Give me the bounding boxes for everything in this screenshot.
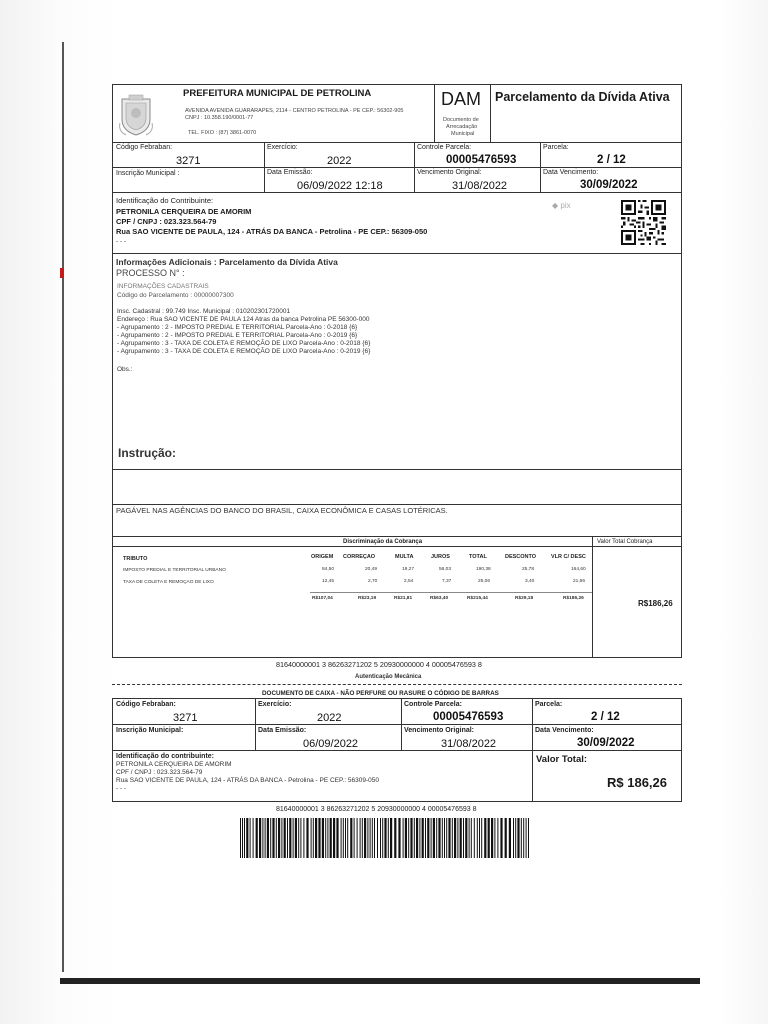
header-divider bbox=[434, 84, 435, 142]
table-cell: 56,03 bbox=[439, 567, 452, 572]
barcode-bar bbox=[289, 818, 291, 858]
info-cadastrais: INFORMAÇÕES CADASTRAIS bbox=[117, 283, 209, 290]
barcode-bar bbox=[526, 818, 527, 858]
parcela-label: Parcela: bbox=[543, 144, 569, 151]
barcode-bar bbox=[303, 818, 304, 858]
barcode-bar bbox=[270, 818, 271, 858]
barcode-bar bbox=[410, 818, 412, 858]
table-cell: 19,27 bbox=[402, 567, 415, 572]
table-cell: 20,49 bbox=[365, 567, 378, 572]
barcode-bar bbox=[463, 818, 464, 858]
grid-line bbox=[112, 192, 682, 193]
barcode-bar bbox=[515, 818, 516, 858]
org-name: PREFEITURA MUNICIPAL DE PETROLINA bbox=[183, 88, 372, 99]
table-cell: 21,66 bbox=[573, 579, 586, 584]
barcode-bar bbox=[431, 818, 432, 858]
table-total: R$29,18 bbox=[515, 596, 534, 601]
exercicio-value: 2022 bbox=[327, 155, 352, 167]
grid-line bbox=[112, 750, 682, 751]
table-cell: 2,70 bbox=[368, 579, 378, 584]
grid-line bbox=[112, 469, 682, 470]
barcode-bar bbox=[306, 818, 308, 858]
barcode-bar bbox=[354, 818, 355, 858]
barcode bbox=[240, 818, 534, 858]
barcode-bar bbox=[465, 818, 467, 858]
barcode-bar bbox=[374, 818, 375, 858]
barcode-bar bbox=[444, 818, 445, 858]
grid-line bbox=[112, 142, 682, 143]
barcode-bar bbox=[497, 818, 498, 858]
info-agrupamento: - Agrupamento : 2 - IMPOSTO PREDIAL E TERRITORIAL Parcela-Ano : 0-2018 {6} bbox=[117, 324, 358, 331]
col-header-multa: MULTA bbox=[395, 554, 414, 560]
table-total: R$21,81 bbox=[394, 596, 413, 601]
info-endereco: Endereço : Rua SAO VICENTE DE PAULA 124 Atras da banca Petrolina PE 56300-000 bbox=[117, 316, 370, 323]
barcode-bar bbox=[394, 818, 396, 858]
grid-line bbox=[592, 536, 593, 658]
barcode-bar bbox=[350, 818, 352, 858]
barcode-bar bbox=[364, 818, 366, 858]
pagavel-text: PAGÁVEL NAS AGÊNCIAS DO BANCO DO BRASIL, CAIXA ECONÔMICA E CASAS LOTÉRICAS. bbox=[116, 506, 448, 515]
table-cell: 190,38 bbox=[476, 567, 491, 572]
barcode-bar bbox=[370, 818, 371, 858]
barcode-bar bbox=[528, 818, 529, 858]
info-title: Informações Adicionais : Parcelamento da Dívida Ativa bbox=[116, 257, 338, 267]
barcode-bar bbox=[300, 818, 301, 858]
barcode-bar bbox=[318, 818, 320, 858]
barcode-bar bbox=[448, 818, 450, 858]
col-header-juros: JUROS bbox=[431, 554, 450, 560]
barcode-bar bbox=[276, 818, 277, 858]
dam-description: Municipal bbox=[451, 131, 475, 137]
caixa-data-emissao-label: Data Emissão: bbox=[258, 727, 307, 734]
barcode-bar bbox=[265, 818, 266, 858]
barcode-bar bbox=[262, 818, 263, 858]
caixa-exercicio-label: Exercício: bbox=[258, 701, 292, 708]
totals-divider bbox=[310, 592, 592, 593]
barcode-bar bbox=[345, 818, 346, 858]
grid-line bbox=[112, 167, 682, 168]
parcela-value: 2 / 12 bbox=[597, 154, 626, 166]
barcode-bar bbox=[469, 818, 470, 858]
dam-description: Arrecadação bbox=[446, 124, 478, 130]
contribuinte-cpf: CPF / CNPJ : 023.323.564-79 bbox=[116, 217, 217, 226]
barcode-bar bbox=[295, 818, 297, 858]
barcode-bar bbox=[438, 818, 440, 858]
cobranca-title: Discriminação da Cobrança bbox=[343, 539, 423, 545]
autenticacao-label: Autenticação Mecânica bbox=[355, 674, 422, 680]
table-total: R$107,04 bbox=[312, 596, 333, 601]
caixa-valor-total-value: R$ 186,26 bbox=[607, 775, 667, 790]
info-agrupamento: - Agrupamento : 2 - IMPOSTO PREDIAL E TERRITORIAL Parcela-Ano : 0-2019 {6} bbox=[117, 332, 358, 339]
barcode-bar bbox=[479, 818, 480, 858]
info-insc-cadastral: Insc. Cadastral : 99.749 Insc. Municipal : 010202301720001 bbox=[117, 308, 291, 315]
barcode-bar bbox=[471, 818, 472, 858]
qr-code-icon bbox=[621, 200, 666, 245]
barcode-bar bbox=[452, 818, 453, 858]
table-cell: 84,50 bbox=[322, 567, 335, 572]
grid-line bbox=[112, 724, 682, 725]
barcode-bar bbox=[343, 818, 344, 858]
barcode-bar bbox=[474, 818, 475, 858]
barcode-bar bbox=[362, 818, 363, 858]
table-cell: 25,78 bbox=[522, 567, 535, 572]
barcode-bar bbox=[477, 818, 478, 858]
barcode-bar bbox=[403, 818, 404, 858]
barcode-bar bbox=[414, 818, 415, 858]
barcode-bar bbox=[322, 818, 324, 858]
barcode-bar bbox=[357, 818, 358, 858]
caixa-data-vencimento-value: 30/09/2022 bbox=[577, 737, 635, 749]
grid-line bbox=[112, 253, 682, 254]
caixa-valor-total-label: Valor Total: bbox=[536, 754, 588, 765]
barcode-bar bbox=[347, 818, 348, 858]
city-crest-icon bbox=[118, 93, 154, 137]
org-phone: TEL. FIXO : (87) 3861-0070 bbox=[188, 130, 257, 136]
table-cell: 25,06 bbox=[478, 579, 491, 584]
instrucao-title: Instrução: bbox=[118, 446, 177, 460]
contribuinte-title: Identificação do Contribuinte: bbox=[116, 196, 214, 205]
barcode-bar bbox=[500, 818, 502, 858]
barcode-bar bbox=[513, 818, 514, 858]
info-obs: Obs.: bbox=[117, 366, 133, 373]
barcode-bar bbox=[454, 818, 456, 858]
barcode-bar bbox=[278, 818, 280, 858]
data-emissao-label: Data Emissão: bbox=[267, 169, 313, 176]
info-agrupamento: - Agrupamento : 3 - TAXA DE COLETA E REMOÇÃO DE LIXO Parcela-Ano : 0-2019 {6} bbox=[117, 348, 371, 355]
barcode-bar bbox=[460, 818, 462, 858]
header-divider bbox=[490, 84, 491, 142]
col-header-origem: ORIGEM bbox=[311, 554, 334, 560]
table-cell: IMPOSTO PREDIAL E TERRITORIAL URBANO bbox=[123, 568, 226, 573]
controle-parcela-value: 00005476593 bbox=[446, 154, 517, 166]
barcode-bar bbox=[244, 818, 245, 858]
valor-total-cobranca-label: Valor Total Cobrança bbox=[597, 539, 653, 545]
data-vencimento-value: 30/09/2022 bbox=[580, 179, 638, 191]
barcode-bar bbox=[505, 818, 507, 858]
barcode-bar bbox=[433, 818, 435, 858]
barcode-bar bbox=[327, 818, 328, 858]
barcode-bar bbox=[240, 818, 241, 858]
table-total: R$23,19 bbox=[358, 596, 377, 601]
caixa-data-emissao-value: 06/09/2022 bbox=[303, 738, 359, 750]
col-header-desconto: DESCONTO bbox=[505, 554, 537, 560]
org-address: AVENIDA AVENIDA GUARARAPES, 2114 - CENTRO PETROLINA - PE CEP.: 56302-905 bbox=[185, 108, 404, 114]
barcode-bar bbox=[267, 818, 269, 858]
contribuinte-address: Rua SAO VICENTE DE PAULA, 124 - ATRÁS DA BANCA - Petrolina - PE CEP.: 56309-050 bbox=[116, 227, 428, 236]
barcode-bar bbox=[246, 818, 248, 858]
barcode-bar bbox=[377, 818, 378, 858]
barcode-bar bbox=[330, 818, 332, 858]
caixa-controle-parcela-value: 00005476593 bbox=[433, 711, 504, 723]
table-cell: 7,37 bbox=[442, 579, 452, 584]
pix-logo-icon: ◆ pix bbox=[552, 201, 571, 210]
barcode-bar bbox=[494, 818, 495, 858]
barcode-bar bbox=[259, 818, 261, 858]
barcode-bar bbox=[325, 818, 326, 858]
grid-line bbox=[112, 504, 682, 505]
barcode-bar bbox=[446, 818, 447, 858]
vencimento-original-value: 31/08/2022 bbox=[452, 180, 508, 192]
barcode-bar bbox=[422, 818, 424, 858]
barcode-bar bbox=[419, 818, 420, 858]
col-header-total: TOTAL bbox=[469, 554, 487, 560]
caixa-vencimento-original-value: 31/08/2022 bbox=[441, 738, 497, 750]
barcode-bar bbox=[523, 818, 524, 858]
col-header-correcao: CORREÇAO bbox=[343, 554, 376, 560]
barcode-bar bbox=[333, 818, 335, 858]
paper-edge-mark bbox=[60, 268, 64, 278]
caixa-parcela-value: 2 / 12 bbox=[591, 711, 620, 723]
table-total: R$186,26 bbox=[563, 596, 584, 601]
data-vencimento-label: Data Vencimento: bbox=[543, 169, 599, 176]
vencimento-original-label: Vencimento Original: bbox=[417, 169, 482, 176]
org-cnpj: CNPJ : 10.358.190/0001-77 bbox=[185, 115, 254, 121]
caixa-ident-title: Identificação do contribuinte: bbox=[116, 753, 215, 760]
barcode-bar bbox=[287, 818, 288, 858]
document-title: Parcelamento da Dívida Ativa bbox=[495, 90, 670, 104]
barcode-bar bbox=[284, 818, 286, 858]
barcode-bar bbox=[481, 818, 482, 858]
data-emissao-value: 06/09/2022 12:18 bbox=[297, 180, 383, 192]
barcode-bar bbox=[442, 818, 443, 858]
caixa-ident-extra: - - - bbox=[116, 785, 127, 792]
table-cell: TAXA DE COLETA E REMOÇAO DE LIXO bbox=[123, 580, 214, 585]
caixa-exercicio-value: 2022 bbox=[317, 712, 342, 724]
grid-line bbox=[112, 546, 682, 547]
barcode-bar bbox=[250, 818, 251, 858]
table-total: R$215,44 bbox=[467, 596, 488, 601]
barcode-bar bbox=[390, 818, 392, 858]
col-header-tributo: TRIBUTO bbox=[123, 556, 148, 562]
barcode-bar bbox=[517, 818, 519, 858]
barcode-bar bbox=[484, 818, 486, 858]
caixa-codigo-febraban-value: 3271 bbox=[173, 712, 198, 724]
barcode-bar bbox=[380, 818, 381, 858]
barcode-bar bbox=[336, 818, 338, 858]
codigo-febraban-value: 3271 bbox=[176, 155, 201, 167]
bottom-band bbox=[60, 978, 700, 984]
caixa-vencimento-original-label: Vencimento Original: bbox=[404, 727, 475, 734]
barcode-bar bbox=[367, 818, 368, 858]
pix-label: pix bbox=[560, 201, 571, 210]
dam-code: DAM bbox=[441, 89, 481, 109]
caixa-parcela-label: Parcela: bbox=[535, 701, 563, 708]
caixa-data-vencimento-label: Data Vencimento: bbox=[535, 727, 594, 734]
barcode-bar bbox=[436, 818, 437, 858]
barcode-bar bbox=[313, 818, 314, 858]
table-total: R$63,40 bbox=[430, 596, 449, 601]
barcode-bar bbox=[253, 818, 254, 858]
contribuinte-extra: - - - bbox=[116, 238, 127, 245]
exercicio-label: Exercício: bbox=[267, 144, 298, 151]
table-cell: 164,60 bbox=[571, 567, 586, 572]
barcode-bar bbox=[521, 818, 522, 858]
caixa-ident-cpf: CPF / CNPJ : 023.323.564-79 bbox=[116, 769, 203, 776]
table-cell: 2,54 bbox=[404, 579, 414, 584]
barcode-bar bbox=[382, 818, 383, 858]
barcode-bar bbox=[427, 818, 429, 858]
inscricao-label: Inscrição Municipal : bbox=[116, 170, 180, 177]
barcode-bar bbox=[405, 818, 407, 858]
barcode-bar bbox=[272, 818, 274, 858]
contribuinte-name: PETRONILA CERQUEIRA DE AMORIM bbox=[116, 207, 252, 216]
barcode-bar bbox=[281, 818, 282, 858]
paper-edge bbox=[62, 42, 64, 972]
grid-line bbox=[112, 536, 682, 537]
caixa-codigo-febraban-label: Código Febraban: bbox=[116, 701, 176, 708]
barcode-bar bbox=[372, 818, 373, 858]
barcode-bar bbox=[384, 818, 386, 858]
barcode-bar bbox=[311, 818, 312, 858]
info-agrupamento: - Agrupamento : 3 - TAXA DE COLETA E REMOÇÃO DE LIXO Parcela-Ano : 0-2018 {6} bbox=[117, 340, 371, 347]
barcode-bar bbox=[408, 818, 409, 858]
barcode-bar bbox=[398, 818, 400, 858]
barcode-bar bbox=[298, 818, 299, 858]
barcode-bar bbox=[488, 818, 490, 858]
processo-label: PROCESSO N° : bbox=[116, 268, 185, 278]
barcode-bar bbox=[256, 818, 258, 858]
barcode-bar bbox=[315, 818, 317, 858]
caixa-title: DOCUMENTO DE CAIXA - NÃO PERFURE OU RASURE O CÓDIGO DE BARRAS bbox=[262, 690, 499, 697]
barcode-bar bbox=[509, 818, 511, 858]
barcode-bar bbox=[425, 818, 426, 858]
linha-digitavel: 81640000001 3 86263271202 5 20930000000 4 00005476593 8 bbox=[276, 660, 482, 669]
barcode-bar bbox=[341, 818, 342, 858]
caixa-inscricao-label: Inscrição Municipal: bbox=[116, 727, 184, 734]
caixa-controle-parcela-label: Controle Parcela: bbox=[404, 701, 462, 708]
barcode-bar bbox=[457, 818, 458, 858]
controle-parcela-label: Controle Parcela: bbox=[417, 144, 472, 151]
table-cell: 3,40 bbox=[525, 579, 535, 584]
barcode-bar bbox=[242, 818, 243, 858]
col-header-vlr-desc: VLR C/ DESC bbox=[551, 554, 586, 560]
cut-line bbox=[112, 684, 682, 685]
barcode-bar bbox=[388, 818, 389, 858]
codigo-febraban-label: Código Febraban: bbox=[116, 144, 173, 151]
barcode-bar bbox=[491, 818, 493, 858]
barcode-bar bbox=[416, 818, 418, 858]
valor-total-cobranca: R$186,26 bbox=[638, 599, 673, 608]
barcode-bar bbox=[293, 818, 294, 858]
table-cell: 12,45 bbox=[322, 579, 335, 584]
caixa-ident-name: PETRONILA CERQUEIRA DE AMORIM bbox=[116, 761, 232, 768]
info-codigo-parcelamento: Código do Parcelamento : 00000007300 bbox=[117, 292, 234, 299]
barcode-text: 81640000001 3 86263271202 5 20930000000 4 00005476593 8 bbox=[276, 806, 477, 813]
caixa-ident-address: Rua SAO VICENTE DE PAULA, 124 - ATRÁS DA BANCA - Petrolina - PE CEP.: 56309-050 bbox=[116, 777, 380, 784]
dam-description: Documento de bbox=[443, 117, 479, 123]
barcode-bar bbox=[360, 818, 361, 858]
